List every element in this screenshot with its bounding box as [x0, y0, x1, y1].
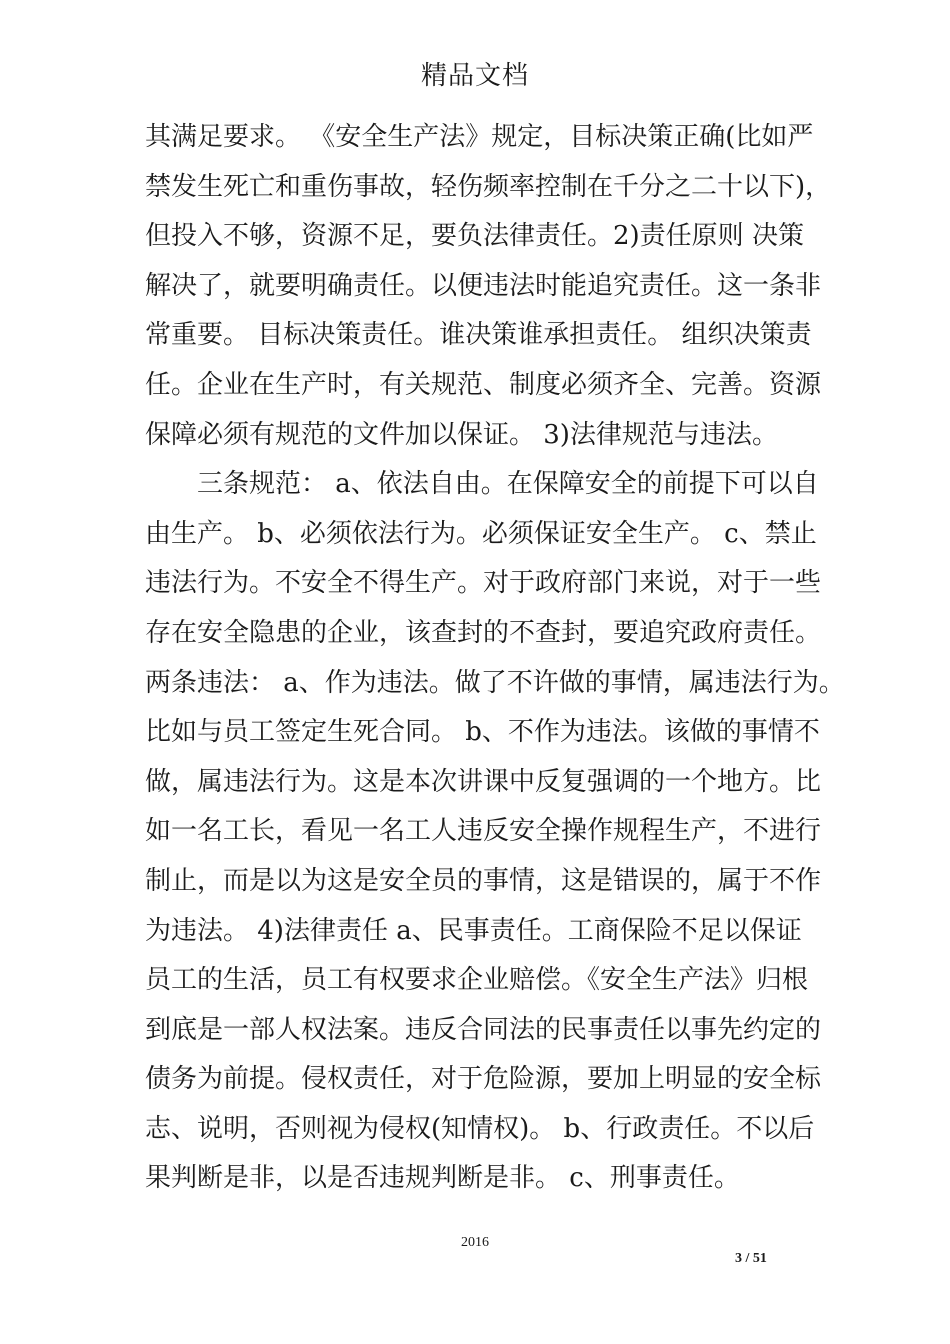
text-line: 比如与员工签定生死合同。 b、不作为违法。该做的事情不: [145, 717, 820, 748]
text-line: 债务为前提。侵权责任，对于危险源，要加上明显的安全标: [145, 1064, 822, 1095]
text-line: 保障必须有规范的文件加以保证。 3)法律规范与违法。: [145, 419, 778, 450]
text-line: 其满足要求。 《安全生产法》规定，目标决策正确(比如严: [145, 122, 814, 152]
text-line: 存在安全隐患的企业，该查封的不查封，要追究政府责任。: [145, 617, 822, 648]
text-line: 解决了，就要明确责任。以便违法时能追究责任。这一条非: [145, 270, 822, 301]
text-line: 员工的生活，员工有权要求企业赔偿。《安全生产法》归根: [145, 965, 809, 996]
text-line: 由生产。 b、必须依法行为。必须保证安全生产。 c、禁止: [145, 518, 817, 549]
text-line: 常重要。 目标决策责任。谁决策谁承担责任。 组织决策责: [145, 320, 812, 351]
text-line: 违法行为。不安全不得生产。对于政府部门来说，对于一些: [145, 568, 822, 599]
page-number: 3 / 51: [735, 1251, 767, 1266]
text-line: 任。企业在生产时，有关规范、制度必须齐全、完善。资源: [145, 369, 822, 400]
text-line: 做，属违法行为。这是本次讲课中反复强调的一个地方。比: [145, 766, 822, 797]
text-line: 三条规范： a、依法自由。在保障安全的前提下可以自: [145, 469, 819, 500]
page-header-title: 精品文档: [420, 61, 529, 91]
text-line: 禁发生死亡和重伤事故，轻伤频率控制在千分之二十以下)，: [145, 171, 832, 202]
text-line: 志、说明，否则视为侵权(知情权)。 b、行政责任。不以后: [145, 1113, 815, 1144]
text-line: 如一名工长，看见一名工人违反安全操作规程生产，不进行: [145, 816, 822, 847]
text-line: 果判断是非，以是否违规判断是非。 c、刑事责任。: [145, 1163, 740, 1194]
text-line: 到底是一部人权法案。违反合同法的民事责任以事先约定的: [145, 1014, 822, 1045]
footer-year: 2016: [461, 1235, 489, 1250]
text-line: 两条违法： a、作为违法。做了不许做的事情，属违法行为。: [145, 667, 845, 698]
text-line: 制止，而是以为这是安全员的事情，这是错误的，属于不作: [145, 865, 822, 896]
document-body: [145, 113, 845, 1204]
text-line: 为违法。 4)法律责任 a、民事责任。工商保险不足以保证: [145, 915, 802, 946]
text-line: 但投入不够，资源不足，要负法律责任。2)责任原则 决策: [145, 221, 804, 252]
